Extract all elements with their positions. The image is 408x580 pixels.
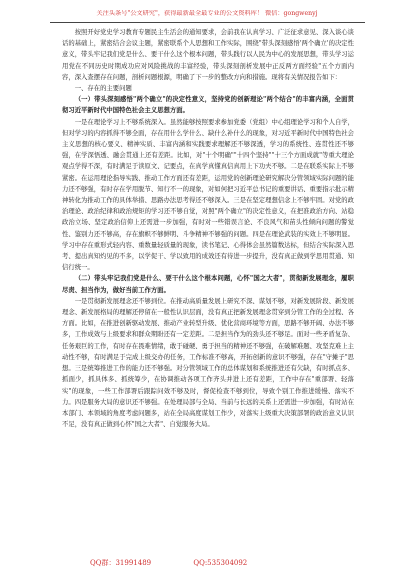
paragraph-body-2: 一是贯彻新发展理念还不够到位。在推动高质量发展上研究不深、谋划不够，对新发展阶段、新发展理念、新发展格局的理解还停留在一般性认识层面，没有真正把新发展理念贯穿到分管工作的全过程、各方面。比如，在推进创新驱动发展、推动产业转型升级、优化营商环境等方面，思路不够开阔、办法不够多，工作成效与上级要求和群众期盼还有一定差距。二是担当作为的劲头还不够足。面对一些矛盾复杂、任务艰巨的工作，有时存在畏难情绪，敢于碰硬、勇于担当的精神还不够强，在破解难题、攻坚克难上主动性不够，有时满足于完成上级交办的任务，工作标准不够高，开拓创新的意识不够强，存在"守摊子"思想。三是统筹推进工作的能力还不够强。对分管领域工作的总体谋划和系统推进还有欠缺，有时抓点多、抓面少，抓具体多、抓统筹少，在协调推动各项工作齐头并进上还有差距，工作中存在"重部署、轻落实"的现象，一些工作部署后跟踪问效不够及时，督促检查不够到位，导致个别工作推进缓慢、落实不力。四是服务大局的意识还不够强。在处理局部与全局、当前与长远的关系上还需进一步加强，有时站在本部门、本领域的角度考虑问题多，站在全局高度谋划工作少，对落实上级重大决策部署的政治意义认识不足，没有真正做到心怀"国之大者"、自觉服务大局。 — [62, 297, 354, 429]
subsection-heading-2: （二）带头牢记我们党是什么、要干什么这个根本问题，心怀"国之大者"，贯彻新发展理念，履职尽责、担当作为，做好当前工作方面。 — [62, 275, 354, 294]
header-note: 关注头条号"公文研究"，获得最新最全最专业的公文资料库！ 微信：gongwenyj — [96, 10, 318, 17]
document-body — [62, 27, 354, 554]
footer-qq-group: QQ群：31991489 — [90, 559, 152, 567]
section-heading: 一、存在的主要问题 — [74, 85, 132, 93]
subsection-heading-1: （一）带头深刻感悟"两个确立"的决定性意义，坚持党的创新理论"两个结合"的丰富内涵，全面贯彻习近平新时代中国特色社会主义思想方面。 — [62, 96, 354, 115]
paragraph-intro: 按照开好党史学习教育专题民主生活会的通知要求，会前我在认真学习、广泛征求意见、深入谈心谈话的基础上，紧密结合会议主题，紧密联系个人思想和工作实际，围绕"带头深刻感悟'两个确立'的决定性意义，带头牢记我们党是什么、要干什么这个根本问题，带头践行以人民为中心的发展思想，带头学习运用党在不同历史时期成功应对风险挑战的丰富经验，带头深刻剖析发展中正反两方面经验"五个方面内容，深入查摆存在问题，剖析问题根源，明确了下一步的整改方向和措施。现将有关情况报告如下： — [62, 29, 354, 81]
header-divider — [50, 22, 365, 23]
footer-qq: QQ:535304092 — [193, 559, 248, 567]
footer-contact — [90, 558, 330, 568]
paragraph-body-1: 一是在理论学习上不够系统深入。虽然能够按照要求参加党委（党组）中心组理论学习和个人自学，但对学习的内容抓得不够全面，存在用什么学什么、缺什么补什么的现象，对习近平新时代中国特色社会主义思想的核心要义、精神实质、丰富内涵和实践要求理解还不够深透，学习的系统性、连贯性还不够强，在学深悟透、融会贯通上还有差距。比如，对"十个明确""十四个坚持""十三个方面成就"等重大理论观点学得不深，有时满足于读原文、记要点，在真学真懂真信真用上下功夫不够。二是在联系实际上不够紧密。在运用理论指导实践、推动工作方面还有差距，运用党的创新理论研究解决分管领域实际问题的能力还不够强，有时存在学用脱节、知行不一的现象，对如何把习近平总书记的重要讲话、重要指示批示精神转化为推动工作的具体举措、思路办法思考得还不够深入。三是在坚定理想信念上不够牢固。对党的政治理论、政治纪律和政治规矩的学习还不够自觉，对照"两个确立"的决定性意义，在把准政治方向、站稳政治立场、坚定政治信仰上还需进一步加强，有时对一些错误言论、不良风气和苗头性倾向问题的警觉性、鉴别力还不够高，存在旗帜不够鲜明、斗争精神不够强的问题。四是在理论武装的实效上不够明显。学习中存在重形式轻内容、重数量轻质量的现象，读书笔记、心得体会虽然篇数达标，但结合实际深入思考、提出真知灼见的不多，以学促干、学以致用的成效还有待进一步提升，没有真正做到学思用贯通、知信行统一。 — [62, 118, 354, 272]
